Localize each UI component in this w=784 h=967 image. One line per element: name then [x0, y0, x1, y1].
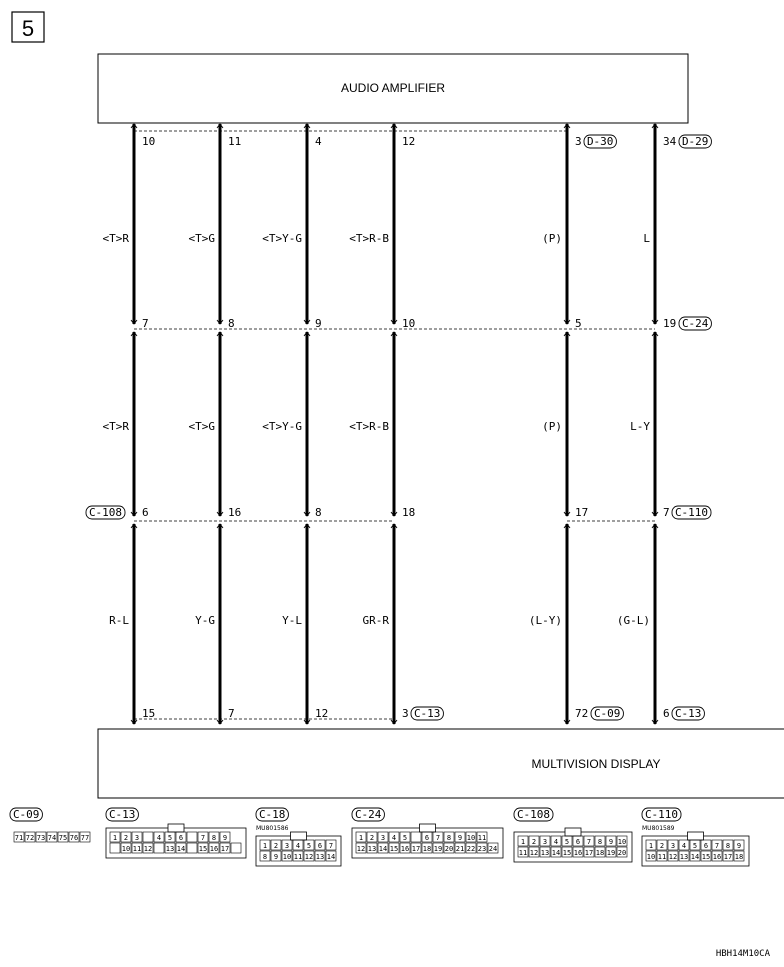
- connector-part-number-c-18: MU801586: [256, 825, 289, 832]
- connector-face-c-13: [106, 808, 246, 858]
- connector-pin-number: 4: [156, 834, 162, 842]
- mid-pin-w4: 10: [402, 317, 416, 330]
- connector-pin-number: 15: [389, 845, 399, 853]
- bottom-pin-w6: 6: [663, 707, 670, 720]
- wire-color-middle-w3: <T>Y-G: [262, 420, 302, 433]
- connector-pin-cell: [187, 843, 197, 853]
- wire-color-upper-w6: L: [643, 232, 650, 245]
- connector-pin-number: 12: [304, 853, 314, 861]
- top-pin-w6: 34: [663, 135, 677, 148]
- connector-pin-number: 4: [295, 842, 301, 850]
- connector-pin-number: 17: [723, 853, 733, 861]
- connector-pin-number: 19: [433, 845, 443, 853]
- connector-pin-number: 23: [477, 845, 487, 853]
- connector-latch: [168, 824, 184, 832]
- connector-pin-number: 8: [211, 834, 217, 842]
- bottom-pin-w4: 3: [402, 707, 409, 720]
- top-pin-w3: 4: [315, 135, 322, 148]
- svg-text:D-30: D-30: [586, 135, 614, 148]
- connector-pin-number: 15: [562, 849, 572, 857]
- connector-pin-number: 13: [540, 849, 550, 857]
- connector-pin-number: 16: [209, 845, 219, 853]
- connector-pin-number: 71: [14, 834, 24, 842]
- mid-pin-w1: 7: [142, 317, 149, 330]
- connector-pin-number: 9: [736, 842, 742, 850]
- connector-pin-number: 24: [488, 845, 498, 853]
- connector-latch: [291, 832, 307, 840]
- mid-connector-tag-w6: [679, 317, 711, 330]
- svg-text:C-09: C-09: [12, 808, 40, 821]
- connector-pin-cell: [231, 843, 241, 853]
- svg-text:C-24: C-24: [354, 808, 382, 821]
- svg-text:C-110: C-110: [644, 808, 679, 821]
- mid-pin-w5: 5: [575, 317, 582, 330]
- lower-connector-tag-w1: [86, 506, 125, 519]
- connector-pin-number: 14: [690, 853, 700, 861]
- connector-pin-number: 6: [703, 842, 709, 850]
- connector-pin-number: 14: [378, 845, 388, 853]
- connector-pin-number: 9: [222, 834, 228, 842]
- connector-pin-number: 19: [606, 849, 616, 857]
- svg-text:C-108: C-108: [88, 506, 123, 519]
- connector-face-c-110: [642, 808, 749, 866]
- connector-pin-number: 18: [734, 853, 744, 861]
- connector-pin-number: 4: [553, 838, 559, 846]
- mid-pin-w2: 8: [228, 317, 235, 330]
- svg-text:C-18: C-18: [258, 808, 286, 821]
- connector-pin-number: 10: [617, 838, 627, 846]
- connector-pin-number: 12: [143, 845, 153, 853]
- svg-text:C-09: C-09: [593, 707, 621, 720]
- connector-pin-number: 3: [284, 842, 290, 850]
- lower-pin-w3: 8: [315, 506, 322, 519]
- top-pin-w5: 3: [575, 135, 582, 148]
- connector-pin-number: 2: [123, 834, 129, 842]
- connector-pin-number: 4: [391, 834, 397, 842]
- connector-pin-number: 7: [435, 834, 441, 842]
- lower-pin-w1: 6: [142, 506, 149, 519]
- lower-pin-w4: 18: [402, 506, 416, 519]
- connector-pin-number: 6: [317, 842, 323, 850]
- connector-pin-number: 14: [326, 853, 336, 861]
- connector-pin-number: 10: [466, 834, 476, 842]
- top-pin-w4: 12: [402, 135, 416, 148]
- top-pin-w1: 10: [142, 135, 156, 148]
- svg-text:D-29: D-29: [681, 135, 709, 148]
- connector-pin-number: 1: [358, 834, 364, 842]
- connector-pin-number: 17: [220, 845, 230, 853]
- connector-pin-cell: [187, 832, 197, 842]
- bottom-pin-w3: 12: [315, 707, 329, 720]
- connector-pin-number: 2: [369, 834, 375, 842]
- connector-latch: [420, 824, 436, 832]
- svg-text:C-24: C-24: [681, 317, 709, 330]
- connector-pin-number: 16: [573, 849, 583, 857]
- lower-connector-tag-w6: [672, 506, 711, 519]
- wire-color-middle-w1: <T>R: [102, 420, 129, 433]
- wire-color-upper-w2: <T>G: [188, 232, 215, 245]
- svg-text:C-110: C-110: [674, 506, 709, 519]
- connector-latch: [688, 832, 704, 840]
- connector-pin-number: 8: [597, 838, 603, 846]
- connector-pin-number: 12: [356, 845, 366, 853]
- connector-pin-number: 11: [657, 853, 667, 861]
- connector-pin-number: 2: [659, 842, 665, 850]
- connector-pin-number: 5: [306, 842, 312, 850]
- connector-pin-number: 7: [714, 842, 720, 850]
- connector-pin-number: 1: [648, 842, 654, 850]
- connector-pin-number: 5: [692, 842, 698, 850]
- svg-text:C-13: C-13: [413, 707, 441, 720]
- connector-pin-number: 18: [595, 849, 605, 857]
- lower-pin-w5: 17: [575, 506, 589, 519]
- connector-pin-number: 13: [367, 845, 377, 853]
- connector-pin-number: 10: [121, 845, 131, 853]
- connector-pin-number: 73: [36, 834, 46, 842]
- wire-color-upper-w1: <T>R: [102, 232, 129, 245]
- top-connector-tag-w6: [679, 135, 711, 148]
- connector-faces-layer: [10, 808, 749, 866]
- connector-pin-number: 15: [701, 853, 711, 861]
- connector-pin-number: 2: [531, 838, 537, 846]
- top-connector-tag-w5: [584, 135, 616, 148]
- wire-color-middle-w2: <T>G: [188, 420, 215, 433]
- connector-face-c-09: [10, 808, 90, 842]
- connector-pin-number: 16: [712, 853, 722, 861]
- connector-pin-number: 9: [457, 834, 463, 842]
- connector-pin-number: 11: [518, 849, 528, 857]
- connector-pin-number: 11: [293, 853, 303, 861]
- bottom-connector-tag-w6: [672, 707, 704, 720]
- lower-pin-w6: 7: [663, 506, 670, 519]
- connector-pin-number: 17: [411, 845, 421, 853]
- connector-pin-number: 9: [608, 838, 614, 846]
- connector-title-c-18: [256, 808, 288, 821]
- connector-pin-number: 22: [466, 845, 476, 853]
- connector-title-c-13: [106, 808, 138, 821]
- connector-pin-number: 3: [380, 834, 386, 842]
- connector-pin-number: 10: [282, 853, 292, 861]
- figure-code: HBH14M10CA: [715, 949, 770, 959]
- connector-pin-number: 14: [551, 849, 561, 857]
- connector-title-c-108: [514, 808, 553, 821]
- wire-color-upper-w4: <T>R-B: [349, 232, 389, 245]
- connector-pin-number: 20: [617, 849, 627, 857]
- connector-pin-number: 9: [273, 853, 279, 861]
- bottom-pin-w2: 7: [228, 707, 235, 720]
- mid-pin-w6: 19: [663, 317, 677, 330]
- connector-pin-number: 17: [584, 849, 594, 857]
- connector-pin-number: 13: [165, 845, 175, 853]
- connector-pin-number: 1: [112, 834, 118, 842]
- connector-title-c-24: [352, 808, 384, 821]
- connector-face-c-108: [514, 808, 632, 862]
- connector-title-c-110: [642, 808, 681, 821]
- wire-color-lower-w3: Y-L: [282, 614, 302, 627]
- connector-pin-number: 8: [262, 853, 268, 861]
- bottom-pin-w5: 72: [575, 707, 589, 720]
- connector-pin-number: 8: [725, 842, 731, 850]
- bottom-connector-tag-w4: [411, 707, 443, 720]
- connector-pin-number: 3: [670, 842, 676, 850]
- connector-face-c-24: [352, 808, 503, 858]
- connector-pin-number: 18: [422, 845, 432, 853]
- connector-pin-number: 3: [542, 838, 548, 846]
- wire-color-upper-w3: <T>Y-G: [262, 232, 302, 245]
- bottom-connector-tag-w5: [591, 707, 623, 720]
- connector-pin-number: 74: [47, 834, 57, 842]
- mid-pin-w3: 9: [315, 317, 322, 330]
- wire-color-lower-w1: R-L: [109, 614, 129, 627]
- connector-pin-number: 20: [444, 845, 454, 853]
- connector-pin-number: 8: [446, 834, 452, 842]
- labels-layer: [86, 135, 711, 720]
- connector-pin-number: 76: [69, 834, 79, 842]
- svg-text:C-13: C-13: [674, 707, 702, 720]
- connector-pin-number: 12: [529, 849, 539, 857]
- wire-color-middle-w5: (P): [542, 420, 562, 433]
- connector-pin-number: 10: [646, 853, 656, 861]
- connector-pin-number: 13: [679, 853, 689, 861]
- lower-pin-w2: 16: [228, 506, 242, 519]
- connector-pin-number: 7: [328, 842, 334, 850]
- connector-pin-number: 72: [25, 834, 35, 842]
- connector-pin-number: 77: [80, 834, 90, 842]
- connector-face-c-18: [256, 808, 341, 866]
- connector-title-c-09: [10, 808, 42, 821]
- connector-pin-number: 6: [424, 834, 430, 842]
- connector-pin-cell: [411, 832, 421, 842]
- connector-pin-number: 4: [681, 842, 687, 850]
- page-number: 5: [21, 16, 35, 41]
- top-pin-w2: 11: [228, 135, 242, 148]
- connector-pin-number: 12: [668, 853, 678, 861]
- connector-pin-cell: [143, 832, 153, 842]
- connector-pin-number: 14: [176, 845, 186, 853]
- multivision-display-box: [98, 729, 784, 798]
- bottom-pin-w1: 15: [142, 707, 156, 720]
- wire-color-lower-w6: (G-L): [616, 614, 650, 627]
- connector-pin-number: 75: [58, 834, 68, 842]
- connector-pin-number: 7: [586, 838, 592, 846]
- connector-pin-number: 5: [564, 838, 570, 846]
- svg-text:C-108: C-108: [516, 808, 551, 821]
- wire-color-lower-w5: (L-Y): [528, 614, 562, 627]
- connector-pin-number: 11: [477, 834, 487, 842]
- connector-pin-number: 5: [167, 834, 173, 842]
- connector-pin-number: 2: [273, 842, 279, 850]
- connector-pin-number: 7: [200, 834, 206, 842]
- connector-pin-number: 21: [455, 845, 465, 853]
- wire-color-middle-w6: L-Y: [630, 420, 650, 433]
- connector-pin-number: 6: [575, 838, 581, 846]
- wire-color-upper-w5: (P): [542, 232, 562, 245]
- audio-amplifier-label: AUDIO AMPLIFIER: [340, 81, 446, 95]
- connector-pin-number: 6: [178, 834, 184, 842]
- connector-pin-number: 11: [132, 845, 142, 853]
- connector-pin-cell: [154, 843, 164, 853]
- wire-color-lower-w2: Y-G: [195, 614, 215, 627]
- connector-pin-number: 5: [402, 834, 408, 842]
- connector-pin-cell: [110, 843, 120, 853]
- connector-pin-number: 1: [262, 842, 268, 850]
- connector-pin-number: 15: [198, 845, 208, 853]
- connector-pin-number: 3: [134, 834, 140, 842]
- connector-part-number-c-110: MU801589: [642, 825, 675, 832]
- connector-pin-number: 1: [520, 838, 526, 846]
- svg-text:C-13: C-13: [108, 808, 136, 821]
- connector-pin-number: 16: [400, 845, 410, 853]
- connector-pin-number: 13: [315, 853, 325, 861]
- connector-latch: [565, 828, 581, 836]
- multivision-display-label: MULTIVISION DISPLAY: [531, 757, 661, 771]
- wire-color-lower-w4: GR-R: [362, 614, 389, 627]
- wire-color-middle-w4: <T>R-B: [349, 420, 389, 433]
